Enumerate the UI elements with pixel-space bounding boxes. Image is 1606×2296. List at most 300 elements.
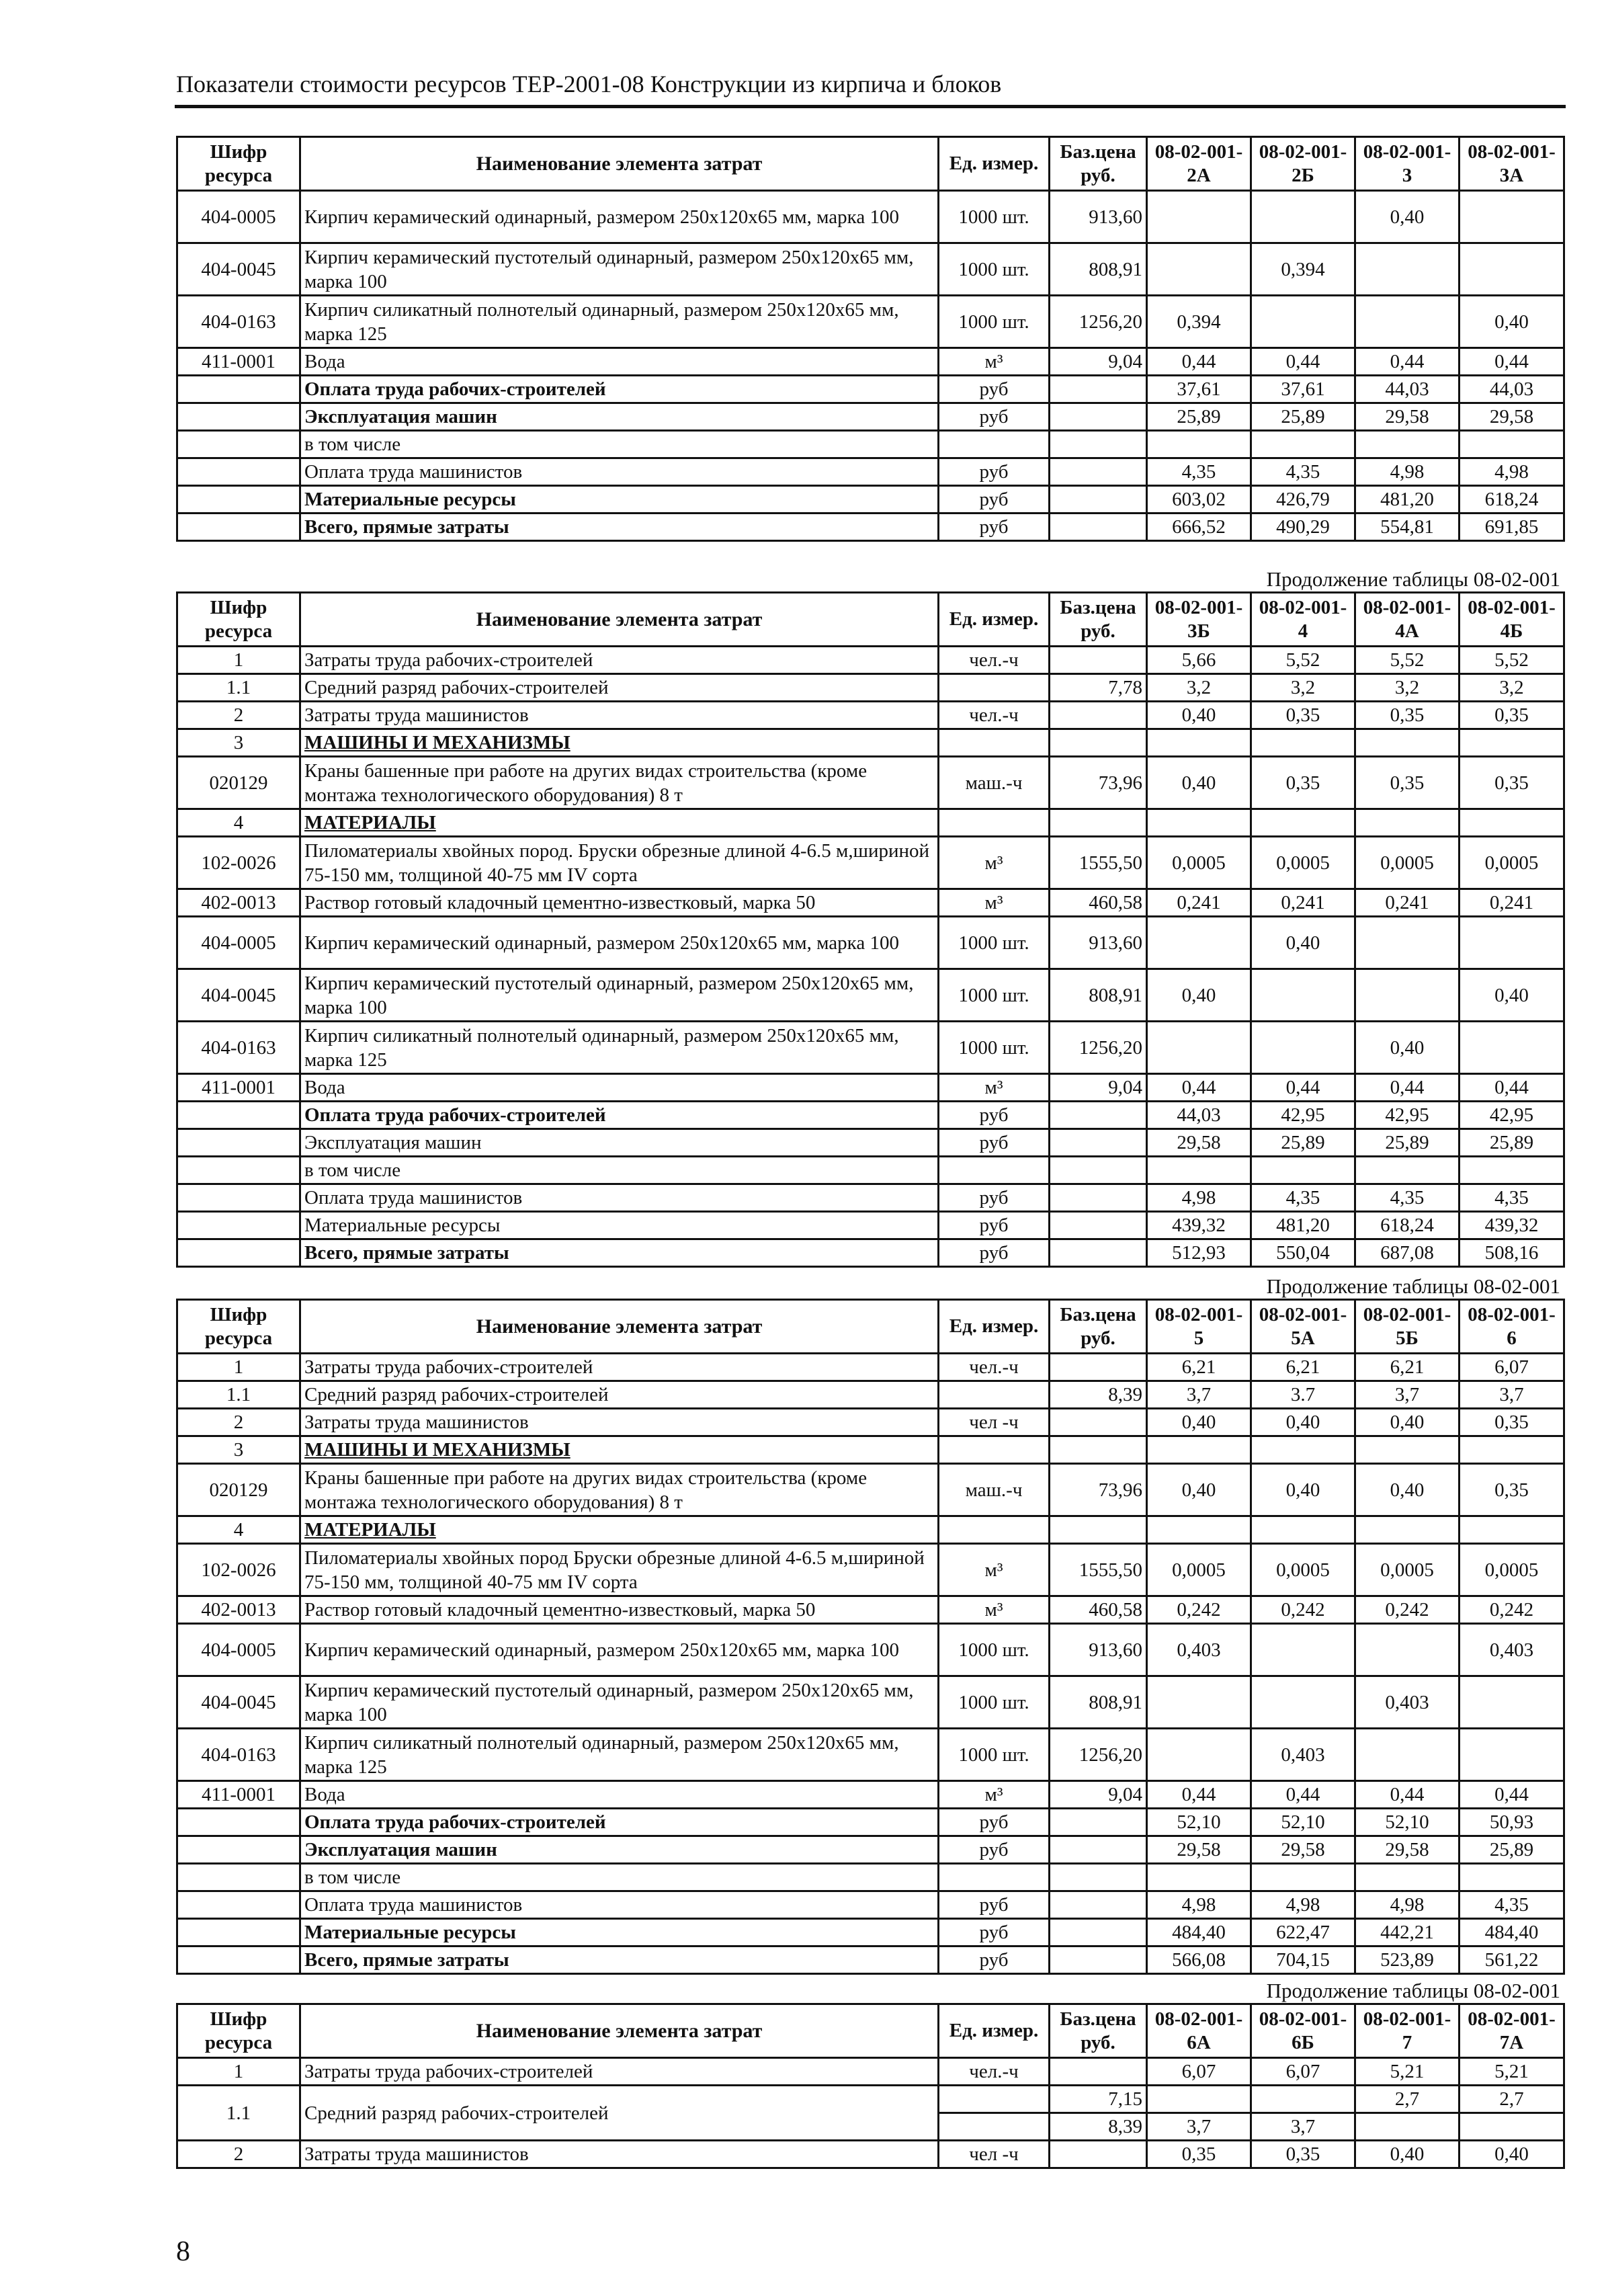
value-cell: 0,40 xyxy=(1460,296,1564,348)
value-cell: 0,242 xyxy=(1460,1596,1564,1624)
resource-code xyxy=(177,458,300,486)
table-row xyxy=(177,1239,1564,1267)
table-row xyxy=(177,2058,1564,2086)
base-price: 73,96 xyxy=(1050,1464,1147,1516)
resource-code: 102-0026 xyxy=(177,1544,300,1596)
table-row xyxy=(177,837,1564,889)
value-cell xyxy=(1460,1516,1564,1544)
cost-table-block xyxy=(176,1979,1563,2169)
table-caption: Продолжение таблицы 08-02-001 xyxy=(1266,567,1560,591)
value-cell: 0,394 xyxy=(1251,243,1355,296)
value-cell xyxy=(1355,1864,1460,1891)
value-cell xyxy=(1251,1624,1355,1676)
value-cell: 0,35 xyxy=(1355,702,1460,729)
header-norm-code: 08-02-001-7 xyxy=(1355,2004,1460,2058)
base-price xyxy=(1050,1157,1147,1184)
value-cell: 6,07 xyxy=(1460,1354,1564,1381)
unit-of-measure xyxy=(939,729,1050,757)
value-cell: 2,7 xyxy=(1460,2086,1564,2113)
base-price xyxy=(1050,1129,1147,1157)
table-row xyxy=(177,431,1564,458)
value-cell: 4,35 xyxy=(1251,458,1355,486)
table-row xyxy=(177,348,1564,376)
value-cell xyxy=(1147,917,1251,969)
table-row xyxy=(177,1157,1564,1184)
resource-code xyxy=(177,1891,300,1919)
cost-element-name: Оплата труда машинистов xyxy=(300,1184,939,1212)
unit-of-measure: чел -ч xyxy=(939,1409,1050,1436)
table-row xyxy=(177,486,1564,514)
value-cell: 0,0005 xyxy=(1251,1544,1355,1596)
cost-element-name: Затраты труда машинистов xyxy=(300,702,939,729)
header-unit: Ед. измер. xyxy=(939,2004,1050,2058)
base-price xyxy=(1050,1891,1147,1919)
unit-of-measure: руб xyxy=(939,1129,1050,1157)
unit-of-measure: руб xyxy=(939,1919,1050,1946)
table-row xyxy=(177,969,1564,1022)
header-norm-code: 08-02-001-6А xyxy=(1147,2004,1251,2058)
base-price xyxy=(1050,514,1147,541)
value-cell: 0,0005 xyxy=(1355,1544,1460,1596)
table-row xyxy=(177,889,1564,917)
resource-code: 1 xyxy=(177,647,300,674)
value-cell: 42,95 xyxy=(1460,1102,1564,1129)
value-cell xyxy=(1355,1624,1460,1676)
base-price xyxy=(1050,403,1147,431)
table-row xyxy=(177,729,1564,757)
value-cell: 618,24 xyxy=(1460,486,1564,514)
cost-table xyxy=(176,2003,1565,2169)
table-caption: Продолжение таблицы 08-02-001 xyxy=(1266,1274,1560,1298)
cost-element-name: Раствор готовый кладочный цементно-известковый, марка 50 xyxy=(300,1596,939,1624)
resource-code: 411-0001 xyxy=(177,1781,300,1809)
value-cell xyxy=(1355,969,1460,1022)
cost-element-name: Материальные ресурсы xyxy=(300,1919,939,1946)
cost-element-name: Оплата труда рабочих-строителей xyxy=(300,1809,939,1836)
value-cell: 0,44 xyxy=(1251,348,1355,376)
value-cell xyxy=(1251,191,1355,243)
value-cell xyxy=(1147,1436,1251,1464)
base-price xyxy=(1050,1184,1147,1212)
value-cell: 25,89 xyxy=(1251,403,1355,431)
resource-code xyxy=(177,1836,300,1864)
value-cell xyxy=(1355,809,1460,837)
value-cell: 44,03 xyxy=(1355,376,1460,403)
value-cell xyxy=(1251,1676,1355,1729)
value-cell: 4,98 xyxy=(1460,458,1564,486)
base-price xyxy=(1050,458,1147,486)
table-header-row xyxy=(177,1300,1564,1354)
base-price xyxy=(1050,1809,1147,1836)
resource-code xyxy=(177,1212,300,1239)
value-cell xyxy=(1147,243,1251,296)
value-cell: 6,21 xyxy=(1147,1354,1251,1381)
resource-code: 402-0013 xyxy=(177,889,300,917)
base-price xyxy=(1050,2058,1147,2086)
base-price xyxy=(1050,1919,1147,1946)
value-cell: 550,04 xyxy=(1251,1239,1355,1267)
value-cell: 0,403 xyxy=(1460,1624,1564,1676)
value-cell xyxy=(1147,1157,1251,1184)
cost-element-name: Кирпич керамический пустотелый одинарный, размером 250х120х65 мм, марка 100 xyxy=(300,969,939,1022)
value-cell: 666,52 xyxy=(1147,514,1251,541)
resource-code xyxy=(177,1809,300,1836)
unit-of-measure: 1000 шт. xyxy=(939,1676,1050,1729)
value-cell: 426,79 xyxy=(1251,486,1355,514)
table-row xyxy=(177,1676,1564,1729)
table-row xyxy=(177,1836,1564,1864)
resource-code xyxy=(177,1239,300,1267)
cost-element-name: Эксплуатация машин xyxy=(300,403,939,431)
value-cell: 0,44 xyxy=(1147,348,1251,376)
value-cell: 554,81 xyxy=(1355,514,1460,541)
unit-of-measure: руб xyxy=(939,1239,1050,1267)
value-cell xyxy=(1460,2113,1564,2141)
value-cell xyxy=(1460,809,1564,837)
value-cell xyxy=(1251,969,1355,1022)
value-cell xyxy=(1147,1729,1251,1781)
resource-code: 1.1 xyxy=(177,1381,300,1409)
value-cell xyxy=(1251,1436,1355,1464)
resource-code: 404-0005 xyxy=(177,917,300,969)
unit-of-measure: 1000 шт. xyxy=(939,969,1050,1022)
value-cell xyxy=(1355,296,1460,348)
value-cell: 439,32 xyxy=(1460,1212,1564,1239)
value-cell: 29,58 xyxy=(1251,1836,1355,1864)
table-row xyxy=(177,1864,1564,1891)
table-row xyxy=(177,1516,1564,1544)
base-price xyxy=(1050,729,1147,757)
table-row xyxy=(177,1381,1564,1409)
table-row xyxy=(177,702,1564,729)
value-cell: 508,16 xyxy=(1460,1239,1564,1267)
base-price: 808,91 xyxy=(1050,243,1147,296)
base-price xyxy=(1050,1354,1147,1381)
value-cell: 0,241 xyxy=(1355,889,1460,917)
table-row xyxy=(177,403,1564,431)
unit-of-measure: руб xyxy=(939,1891,1050,1919)
value-cell xyxy=(1147,431,1251,458)
value-cell: 442,21 xyxy=(1355,1919,1460,1946)
base-price xyxy=(1050,1239,1147,1267)
header-norm-code: 08-02-001-6Б xyxy=(1251,2004,1355,2058)
base-price: 73,96 xyxy=(1050,757,1147,809)
cost-element-name: Затраты труда машинистов xyxy=(300,2141,939,2168)
resource-code: 402-0013 xyxy=(177,1596,300,1624)
cost-element-name: Средний разряд рабочих-строителей xyxy=(300,674,939,702)
value-cell: 4,35 xyxy=(1251,1184,1355,1212)
value-cell: 4,98 xyxy=(1251,1891,1355,1919)
table-row xyxy=(177,647,1564,674)
value-cell: 44,03 xyxy=(1147,1102,1251,1129)
base-price: 1256,20 xyxy=(1050,296,1147,348)
unit-of-measure: руб xyxy=(939,1809,1050,1836)
unit-of-measure: чел.-ч xyxy=(939,2058,1050,2086)
value-cell: 0,0005 xyxy=(1355,837,1460,889)
cost-element-name: Средний разряд рабочих-строителей xyxy=(300,2086,939,2141)
unit-of-measure: чел.-ч xyxy=(939,702,1050,729)
cost-element-name: Кирпич керамический одинарный, размером 250х120х65 мм, марка 100 xyxy=(300,1624,939,1676)
value-cell: 3.7 xyxy=(1251,1381,1355,1409)
resource-code: 404-0163 xyxy=(177,1729,300,1781)
unit-of-measure: м³ xyxy=(939,1596,1050,1624)
value-cell: 50,93 xyxy=(1460,1809,1564,1836)
table-row xyxy=(177,1729,1564,1781)
base-price: 1256,20 xyxy=(1050,1729,1147,1781)
unit-of-measure: руб xyxy=(939,1184,1050,1212)
resource-code: 3 xyxy=(177,729,300,757)
value-cell xyxy=(1460,1022,1564,1074)
base-price: 8,39 xyxy=(1050,1381,1147,1409)
resource-code xyxy=(177,514,300,541)
cost-element-name: Материальные ресурсы xyxy=(300,1212,939,1239)
value-cell xyxy=(1251,1516,1355,1544)
base-price: 9,04 xyxy=(1050,1781,1147,1809)
cost-element-name: МАТЕРИАЛЫ xyxy=(300,809,939,837)
header-cost-element: Наименование элемента затрат xyxy=(300,593,939,647)
value-cell: 0,241 xyxy=(1251,889,1355,917)
header-unit: Ед. измер. xyxy=(939,137,1050,191)
cost-element-name: Затраты труда рабочих-строителей xyxy=(300,1354,939,1381)
cost-element-name: Затраты труда рабочих-строителей xyxy=(300,2058,939,2086)
value-cell: 25,89 xyxy=(1355,1129,1460,1157)
value-cell: 0,44 xyxy=(1147,1781,1251,1809)
value-cell xyxy=(1251,2086,1355,2113)
value-cell xyxy=(1355,1157,1460,1184)
resource-code: 404-0163 xyxy=(177,1022,300,1074)
base-price: 913,60 xyxy=(1050,191,1147,243)
resource-code: 411-0001 xyxy=(177,348,300,376)
value-cell xyxy=(1251,809,1355,837)
cost-element-name: Всего, прямые затраты xyxy=(300,1239,939,1267)
value-cell: 4,98 xyxy=(1147,1891,1251,1919)
cost-element-name: в том числе xyxy=(300,1864,939,1891)
value-cell xyxy=(1251,296,1355,348)
value-cell xyxy=(1147,2086,1251,2113)
value-cell: 3,7 xyxy=(1251,2113,1355,2141)
cost-element-name: Кирпич керамический одинарный, размером 250х120х65 мм, марка 100 xyxy=(300,191,939,243)
value-cell: 4,35 xyxy=(1147,458,1251,486)
page-title: Показатели стоимости ресурсов ТЕР-2001-08 Конструкции из кирпича и блоков xyxy=(176,71,1002,97)
value-cell xyxy=(1460,1436,1564,1464)
cost-element-name: Материальные ресурсы xyxy=(300,486,939,514)
value-cell: 0,40 xyxy=(1251,917,1355,969)
table-row xyxy=(177,1354,1564,1381)
cost-table-block xyxy=(176,1274,1563,1975)
value-cell: 481,20 xyxy=(1355,486,1460,514)
unit-of-measure xyxy=(939,1381,1050,1409)
value-cell: 0,35 xyxy=(1460,702,1564,729)
unit-of-measure xyxy=(939,1864,1050,1891)
resource-code: 020129 xyxy=(177,757,300,809)
table-row xyxy=(177,1781,1564,1809)
cost-element-name: Кирпич силикатный полнотелый одинарный, размером 250х120х65 мм, марка 125 xyxy=(300,296,939,348)
base-price: 7,15 xyxy=(1050,2086,1147,2113)
value-cell: 512,93 xyxy=(1147,1239,1251,1267)
value-cell xyxy=(1355,431,1460,458)
value-cell: 0,242 xyxy=(1251,1596,1355,1624)
value-cell xyxy=(1251,1864,1355,1891)
value-cell: 44,03 xyxy=(1460,376,1564,403)
value-cell: 5,21 xyxy=(1355,2058,1460,2086)
value-cell xyxy=(1460,1157,1564,1184)
resource-code: 411-0001 xyxy=(177,1074,300,1102)
unit-of-measure xyxy=(939,1516,1050,1544)
unit-of-measure: м³ xyxy=(939,1074,1050,1102)
cost-table xyxy=(176,136,1565,542)
resource-code: 404-0045 xyxy=(177,243,300,296)
resource-code: 1 xyxy=(177,1354,300,1381)
value-cell: 29,58 xyxy=(1147,1836,1251,1864)
value-cell: 52,10 xyxy=(1147,1809,1251,1836)
value-cell: 0,44 xyxy=(1355,1074,1460,1102)
header-norm-code: 08-02-001-4А xyxy=(1355,593,1460,647)
cost-element-name: Кирпич силикатный полнотелый одинарный, размером 250х120х65 мм, марка 125 xyxy=(300,1022,939,1074)
cost-element-name: Средний разряд рабочих-строителей xyxy=(300,1381,939,1409)
value-cell: 0,241 xyxy=(1147,889,1251,917)
table-row xyxy=(177,674,1564,702)
unit-of-measure: 1000 шт. xyxy=(939,191,1050,243)
value-cell xyxy=(1147,1864,1251,1891)
value-cell xyxy=(1147,1022,1251,1074)
value-cell: 687,08 xyxy=(1355,1239,1460,1267)
resource-code: 3 xyxy=(177,1436,300,1464)
unit-of-measure: руб xyxy=(939,376,1050,403)
value-cell: 4,35 xyxy=(1460,1184,1564,1212)
base-price: 460,58 xyxy=(1050,1596,1147,1624)
value-cell: 0,35 xyxy=(1251,757,1355,809)
header-cost-element: Наименование элемента затрат xyxy=(300,1300,939,1354)
base-price xyxy=(1050,1436,1147,1464)
header-unit: Ед. измер. xyxy=(939,1300,1050,1354)
table-row xyxy=(177,1436,1564,1464)
value-cell: 0,35 xyxy=(1460,1409,1564,1436)
resource-code: 404-0163 xyxy=(177,296,300,348)
value-cell: 6,21 xyxy=(1355,1354,1460,1381)
unit-of-measure: 1000 шт. xyxy=(939,296,1050,348)
value-cell xyxy=(1147,1516,1251,1544)
resource-code xyxy=(177,1157,300,1184)
unit-of-measure: чел -ч xyxy=(939,2141,1050,2168)
value-cell: 25,89 xyxy=(1147,403,1251,431)
table-row xyxy=(177,1409,1564,1436)
cost-element-name: Кирпич керамический пустотелый одинарный, размером 250х120х65 мм, марка 100 xyxy=(300,243,939,296)
value-cell: 0,0005 xyxy=(1147,837,1251,889)
base-price: 913,60 xyxy=(1050,917,1147,969)
value-cell: 561,22 xyxy=(1460,1946,1564,1974)
value-cell xyxy=(1251,1157,1355,1184)
table-row xyxy=(177,1596,1564,1624)
unit-of-measure: руб xyxy=(939,1212,1050,1239)
resource-code: 404-0005 xyxy=(177,191,300,243)
value-cell: 0,35 xyxy=(1251,2141,1355,2168)
base-price: 1555,50 xyxy=(1050,1544,1147,1596)
unit-of-measure: руб xyxy=(939,1836,1050,1864)
unit-of-measure xyxy=(939,1157,1050,1184)
value-cell xyxy=(1355,2113,1460,2141)
value-cell: 4,35 xyxy=(1355,1184,1460,1212)
value-cell xyxy=(1355,1436,1460,1464)
value-cell: 3,2 xyxy=(1460,674,1564,702)
resource-code: 1.1 xyxy=(177,674,300,702)
unit-of-measure: м³ xyxy=(939,1544,1050,1596)
unit-of-measure: 1000 шт. xyxy=(939,1022,1050,1074)
cost-element-name: Оплата труда рабочих-строителей xyxy=(300,376,939,403)
value-cell xyxy=(1147,1676,1251,1729)
unit-of-measure xyxy=(939,1436,1050,1464)
header-resource-code: Шифр ресурса xyxy=(177,1300,300,1354)
value-cell: 25,89 xyxy=(1460,1129,1564,1157)
value-cell: 0,40 xyxy=(1355,1464,1460,1516)
table-row xyxy=(177,191,1564,243)
resource-code xyxy=(177,376,300,403)
value-cell: 0,44 xyxy=(1251,1074,1355,1102)
table-row xyxy=(177,2086,1564,2113)
value-cell: 0,0005 xyxy=(1460,837,1564,889)
header-norm-code: 08-02-001-5Б xyxy=(1355,1300,1460,1354)
header-base-price: Баз.цена руб. xyxy=(1050,593,1147,647)
table-row xyxy=(177,1212,1564,1239)
header-base-price: Баз.цена руб. xyxy=(1050,1300,1147,1354)
value-cell: 5,52 xyxy=(1355,647,1460,674)
value-cell: 481,20 xyxy=(1251,1212,1355,1239)
unit-of-measure: 1000 шт. xyxy=(939,917,1050,969)
value-cell xyxy=(1355,917,1460,969)
resource-code: 2 xyxy=(177,702,300,729)
unit-of-measure: 1000 шт. xyxy=(939,1624,1050,1676)
base-price: 808,91 xyxy=(1050,1676,1147,1729)
table-row xyxy=(177,1184,1564,1212)
value-cell: 0,40 xyxy=(1251,1464,1355,1516)
table-header-row xyxy=(177,2004,1564,2058)
value-cell: 0,44 xyxy=(1355,1781,1460,1809)
unit-of-measure: 1000 шт. xyxy=(939,243,1050,296)
value-cell: 0,44 xyxy=(1147,1074,1251,1102)
resource-code: 404-0045 xyxy=(177,969,300,1022)
header-unit: Ед. измер. xyxy=(939,593,1050,647)
resource-code: 2 xyxy=(177,1409,300,1436)
value-cell: 490,29 xyxy=(1251,514,1355,541)
resource-code xyxy=(177,403,300,431)
value-cell: 5,66 xyxy=(1147,647,1251,674)
base-price: 1256,20 xyxy=(1050,1022,1147,1074)
resource-code: 4 xyxy=(177,1516,300,1544)
unit-of-measure: чел.-ч xyxy=(939,647,1050,674)
value-cell: 0,44 xyxy=(1355,348,1460,376)
base-price: 9,04 xyxy=(1050,348,1147,376)
value-cell: 484,40 xyxy=(1460,1919,1564,1946)
table-row xyxy=(177,1022,1564,1074)
base-price xyxy=(1050,647,1147,674)
base-price xyxy=(1050,486,1147,514)
resource-code: 020129 xyxy=(177,1464,300,1516)
cost-element-name: в том числе xyxy=(300,1157,939,1184)
resource-code: 404-0045 xyxy=(177,1676,300,1729)
resource-code xyxy=(177,431,300,458)
value-cell xyxy=(1251,431,1355,458)
value-cell: 25,89 xyxy=(1251,1129,1355,1157)
cost-table xyxy=(176,591,1565,1268)
value-cell: 29,58 xyxy=(1355,1836,1460,1864)
resource-code: 1 xyxy=(177,2058,300,2086)
resource-code xyxy=(177,1946,300,1974)
header-norm-code: 08-02-001-5 xyxy=(1147,1300,1251,1354)
value-cell: 0,242 xyxy=(1147,1596,1251,1624)
value-cell: 439,32 xyxy=(1147,1212,1251,1239)
unit-of-measure xyxy=(939,431,1050,458)
cost-table xyxy=(176,1299,1565,1975)
value-cell xyxy=(1355,243,1460,296)
